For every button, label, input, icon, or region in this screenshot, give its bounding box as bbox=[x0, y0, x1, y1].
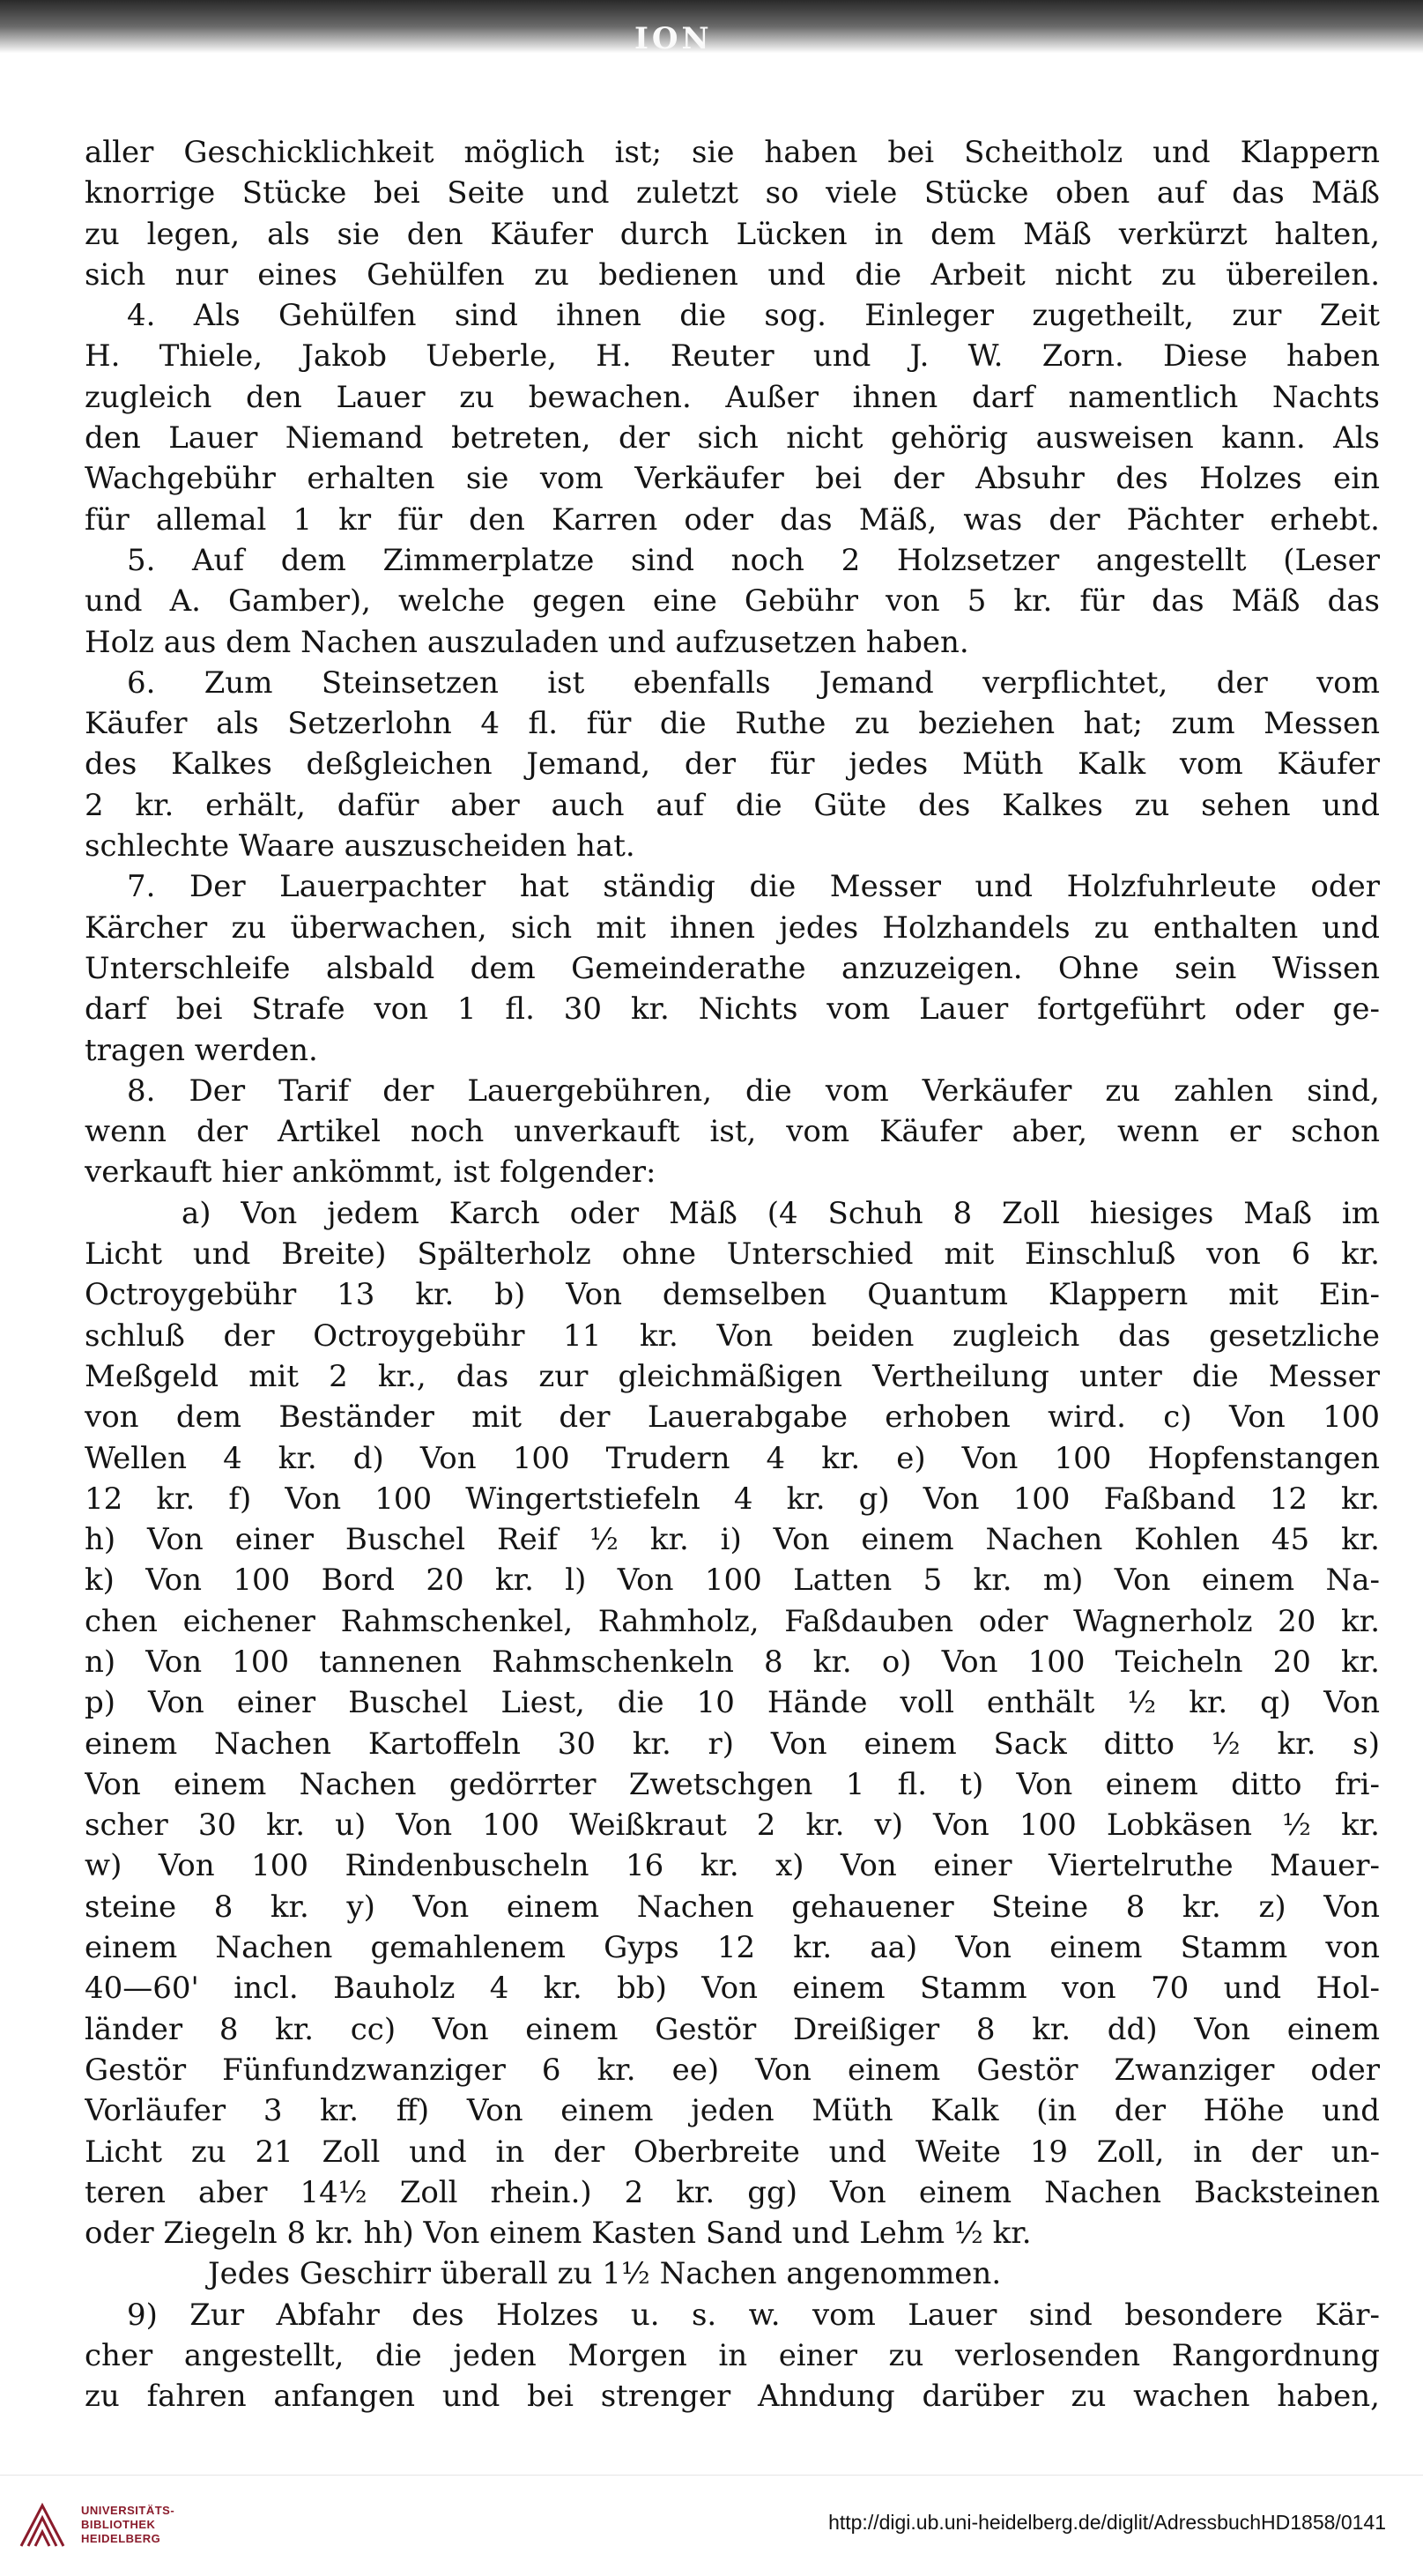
text-line: Licht zu 21 Zoll und in der Oberbreite und Weite 19 Zoll, in der un- bbox=[85, 2134, 1380, 2170]
text-line: Kärcher zu überwachen, sich mit ihnen jedes Holzhandels zu enthalten und bbox=[85, 909, 1380, 946]
university-seal-icon bbox=[16, 2498, 69, 2551]
logo-line: HEIDELBERG bbox=[81, 2532, 161, 2545]
text-line: wenn der Artikel noch unverkauft ist, vom Käufer aber, wenn er schon bbox=[85, 1114, 1380, 1150]
text-line: den Lauer Niemand betreten, der sich nicht gehörig ausweisen kann. Als bbox=[85, 420, 1380, 457]
text-line: schlechte Waare auszuscheiden hat. bbox=[85, 828, 635, 865]
text-line: für allemal 1 kr für den Karren oder das Mäß, was der Pächter erhebt. bbox=[85, 501, 1380, 538]
text-line: oder Ziegeln 8 kr. hh) Von einem Kasten Sand und Lehm ½ kr. bbox=[85, 2216, 1032, 2252]
text-line: Holz aus dem Nachen auszuladen und aufzusetzen haben. bbox=[85, 624, 969, 660]
text-line: Unterschleife alsbald dem Gemeinderathe anzuzeigen. Ohne sein Wissen bbox=[85, 950, 1380, 986]
text-line: einem Nachen gemahlenem Gyps 12 kr. aa) Von einem Stamm von bbox=[85, 1930, 1380, 1966]
text-line: Gestör Fünfundzwanziger 6 kr. ee) Von einem Gestör Zwanziger oder bbox=[85, 2052, 1380, 2088]
text-line: chen eichener Rahmschenkel, Rahmholz, Faßdauben oder Wagnerholz 20 kr. bbox=[85, 1603, 1380, 1639]
text-line: zugleich den Lauer zu bewachen. Außer ihnen darf namentlich Nachts bbox=[85, 379, 1380, 415]
text-line: h) Von einer Buschel Reif ½ kr. i) Von einem Nachen Kohlen 45 kr. bbox=[85, 1522, 1380, 1558]
logo-line: BIBLIOTHEK bbox=[81, 2518, 156, 2531]
text-line: teren aber 14½ Zoll rhein.) 2 kr. gg) Von einem Nachen Backsteinen bbox=[85, 2174, 1380, 2210]
logo-line: UNIVERSITÄTS- bbox=[81, 2504, 175, 2517]
source-url-link[interactable]: http://digi.ub.uni-heidelberg.de/diglit/AdressbuchHD1858/0141 bbox=[828, 2511, 1386, 2534]
text-line: tragen werden. bbox=[85, 1032, 318, 1068]
text-line: zu fahren anfangen und bei strenger Ahndung darüber zu wachen haben, bbox=[85, 2379, 1380, 2415]
text-line: Von einem Nachen gedörrter Zwetschgen 1 fl. t) Von einem ditto fri- bbox=[85, 1766, 1380, 1802]
text-line: a) Von jedem Karch oder Mäß (4 Schuh 8 Zoll hiesiges Maß im bbox=[182, 1195, 1380, 1231]
text-line: steine 8 kr. y) Von einem Nachen gehauener Steine 8 kr. z) Von bbox=[85, 1889, 1380, 1925]
text-line: 2 kr. erhält, dafür aber auch auf die Güte des Kalkes zu sehen und bbox=[85, 787, 1380, 823]
text-line: 7. Der Lauerpachter hat ständig die Messer und Holzfuhrleute oder bbox=[127, 869, 1380, 905]
text-line: 5. Auf dem Zimmerplatze sind noch 2 Holzsetzer angestellt (Leser bbox=[127, 542, 1380, 578]
page-header-mark: ION bbox=[634, 21, 713, 56]
text-line: w) Von 100 Rindenbuscheln 16 kr. x) Von einer Viertelruthe Mauer- bbox=[85, 1848, 1380, 1884]
text-line: sich nur eines Gehülfen zu bedienen und die Arbeit nicht zu übereilen. bbox=[85, 256, 1380, 293]
text-line: von dem Beständer mit der Lauerabgabe erhoben wird. c) Von 100 bbox=[85, 1399, 1380, 1436]
text-line: Meßgeld mit 2 kr., das zur gleichmäßigen Vertheilung unter die Messer bbox=[85, 1358, 1380, 1394]
text-line: p) Von einer Buschel Liest, die 10 Hände voll enthält ½ kr. q) Von bbox=[85, 1685, 1380, 1721]
text-line: scher 30 kr. u) Von 100 Weißkraut 2 kr. v) Von 100 Lobkäsen ½ kr. bbox=[85, 1808, 1380, 1844]
text-line: darf bei Strafe von 1 fl. 30 kr. Nichts vom Lauer fortgeführt oder ge- bbox=[85, 991, 1380, 1028]
text-line: 9) Zur Abfahr des Holzes u. s. w. vom Lauer sind besondere Kär- bbox=[127, 2297, 1380, 2333]
text-line: einem Nachen Kartoffeln 30 kr. r) Von einem Sack ditto ½ kr. s) bbox=[85, 1726, 1380, 1762]
text-line: H. Thiele, Jakob Ueberle, H. Reuter und J. W. Zorn. Diese haben bbox=[85, 338, 1380, 375]
text-line: und A. Gamber), welche gegen eine Gebühr von 5 kr. für das Mäß das bbox=[85, 583, 1380, 620]
text-line: zu legen, als sie den Käufer durch Lücken in dem Mäß verkürzt halten, bbox=[85, 216, 1380, 252]
text-line: Wachgebühr erhalten sie vom Verkäufer bei der Absuhr des Holzes ein bbox=[85, 461, 1380, 497]
text-line: 4. Als Gehülfen sind ihnen die sog. Einleger zugetheilt, zur Zeit bbox=[127, 298, 1380, 334]
text-line: Jedes Geschirr überall zu 1½ Nachen angenommen. bbox=[208, 2256, 1002, 2292]
text-line: Octroygebühr 13 kr. b) Von demselben Quantum Klappern mit Ein- bbox=[85, 1277, 1380, 1313]
text-line: Wellen 4 kr. d) Von 100 Trudern 4 kr. e) Von 100 Hopfenstangen bbox=[85, 1440, 1380, 1476]
library-logo-text bbox=[81, 2504, 222, 2546]
text-line: schluß der Octroygebühr 11 kr. Von beiden zugleich das gesetzliche bbox=[85, 1318, 1380, 1354]
text-line: aller Geschicklichkeit möglich ist; sie haben bei Scheitholz und Klappern bbox=[85, 135, 1380, 170]
footer-bar bbox=[0, 2475, 1423, 2576]
text-line: 40—60' incl. Bauholz 4 kr. bb) Von einem Stamm von 70 und Hol- bbox=[85, 1971, 1380, 2007]
text-line: verkauft hier ankömmt, ist folgender: bbox=[85, 1154, 656, 1191]
text-line: 6. Zum Steinsetzen ist ebenfalls Jemand verpflichtet, der vom bbox=[127, 664, 1380, 701]
document-body bbox=[85, 132, 1380, 2417]
text-line: Licht und Breite) Spälterholz ohne Unterschied mit Einschluß von 6 kr. bbox=[85, 1236, 1380, 1273]
text-line: des Kalkes deßgleichen Jemand, der für jedes Müth Kalk vom Käufer bbox=[85, 746, 1380, 783]
text-line: 12 kr. f) Von 100 Wingertstiefeln 4 kr. g) Von 100 Faßband 12 kr. bbox=[85, 1481, 1380, 1517]
text-line: cher angestellt, die jeden Morgen in einer zu verlosenden Rangordnung bbox=[85, 2338, 1380, 2374]
text-line: n) Von 100 tannenen Rahmschenkeln 8 kr. o) Von 100 Teicheln 20 kr. bbox=[85, 1644, 1380, 1680]
text-line: 8. Der Tarif der Lauergebühren, die vom Verkäufer zu zahlen sind, bbox=[127, 1073, 1380, 1109]
text-line: k) Von 100 Bord 20 kr. l) Von 100 Latten 5 kr. m) Von einem Na- bbox=[85, 1563, 1380, 1599]
text-line: Käufer als Setzerlohn 4 fl. für die Ruthe zu beziehen hat; zum Messen bbox=[85, 706, 1380, 742]
text-line: länder 8 kr. cc) Von einem Gestör Dreißiger 8 kr. dd) Von einem bbox=[85, 2011, 1380, 2047]
text-line: knorrige Stücke bei Seite und zuletzt so viele Stücke oben auf das Mäß bbox=[85, 175, 1380, 212]
text-line: Vorläufer 3 kr. ff) Von einem jeden Müth Kalk (in der Höhe und bbox=[85, 2093, 1380, 2129]
